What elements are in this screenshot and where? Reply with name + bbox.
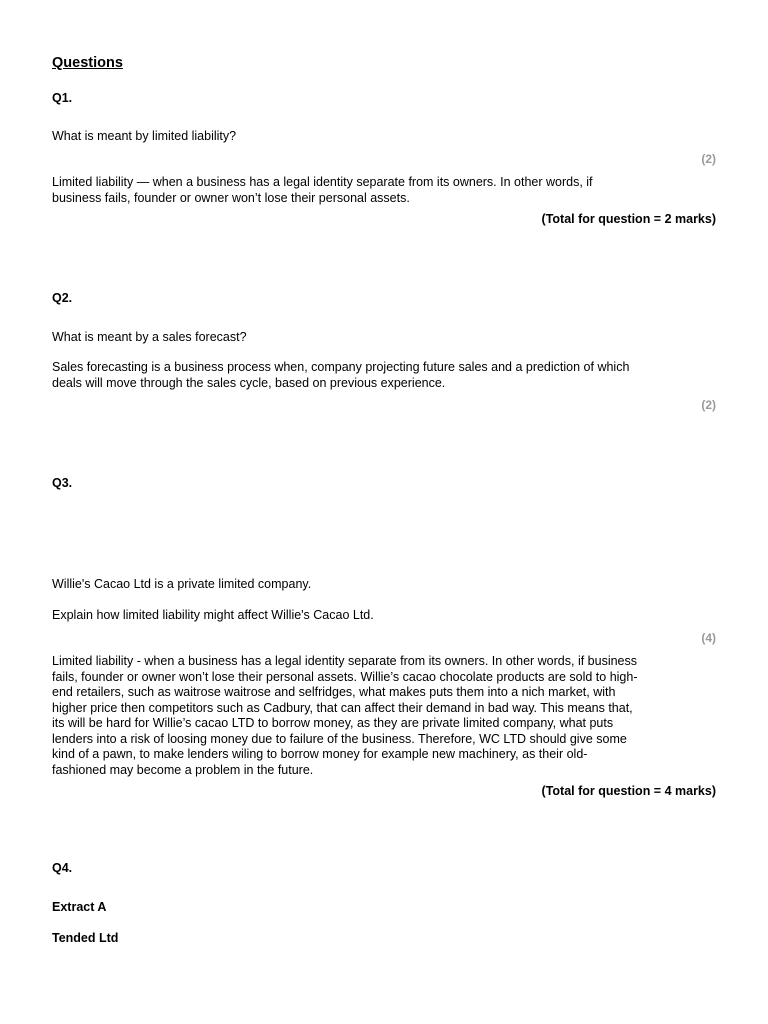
- q2-answer: Sales forecasting is a business process when, company projecting future sales and a prediction of which deals will move through the sales cycle, based on previous experience.: [52, 360, 630, 390]
- q3-answer: Limited liability - when a business has a legal identity separate from its owners. In other words, if business fails, founder or owner won’t lose their personal assets. Willie’s cacao chocolate products are sold to high- end retailers, such as waitrose waitrose and selfridges, what makes puts them into a nich market, with higher price then competitors such as Cadbury, that can affect their demand in bad way. This means that, its will be hard for Willie’s cacao LTD to borrow money, as they are private limited company, what puts lenders into a risk of loosing money due to failure of the business. Therefore, WC LTD should give some kind of a pawn, to make lenders wiling to borrow money for example new machinery, as their old- fashioned may become a problem in the future.: [52, 654, 638, 777]
- q3-label: Q3.: [52, 476, 73, 490]
- q1-question: What is meant by limited liability?: [52, 129, 237, 143]
- q2-question: What is meant by a sales forecast?: [52, 330, 247, 344]
- q4-extract-heading: Extract A: [52, 900, 107, 914]
- q1-total: (Total for question = 2 marks): [541, 212, 716, 226]
- q1-label: Q1.: [52, 91, 73, 105]
- q4-label: Q4.: [52, 861, 73, 875]
- q1-answer: Limited liability — when a business has a legal identity separate from its owners. In other words, if business fails, founder or owner won’t lose their personal assets.: [52, 175, 593, 205]
- q3-total: (Total for question = 4 marks): [541, 784, 716, 798]
- q3-marks: (4): [701, 631, 716, 645]
- page-title: Questions: [52, 55, 123, 71]
- q2-label: Q2.: [52, 291, 73, 305]
- q3-context: Willie's Cacao Ltd is a private limited company.: [52, 577, 312, 591]
- q2-marks: (2): [701, 398, 716, 412]
- q4-company-name: Tended Ltd: [52, 931, 119, 945]
- q1-marks: (2): [701, 152, 716, 166]
- q3-question: Explain how limited liability might affect Willie's Cacao Ltd.: [52, 608, 374, 622]
